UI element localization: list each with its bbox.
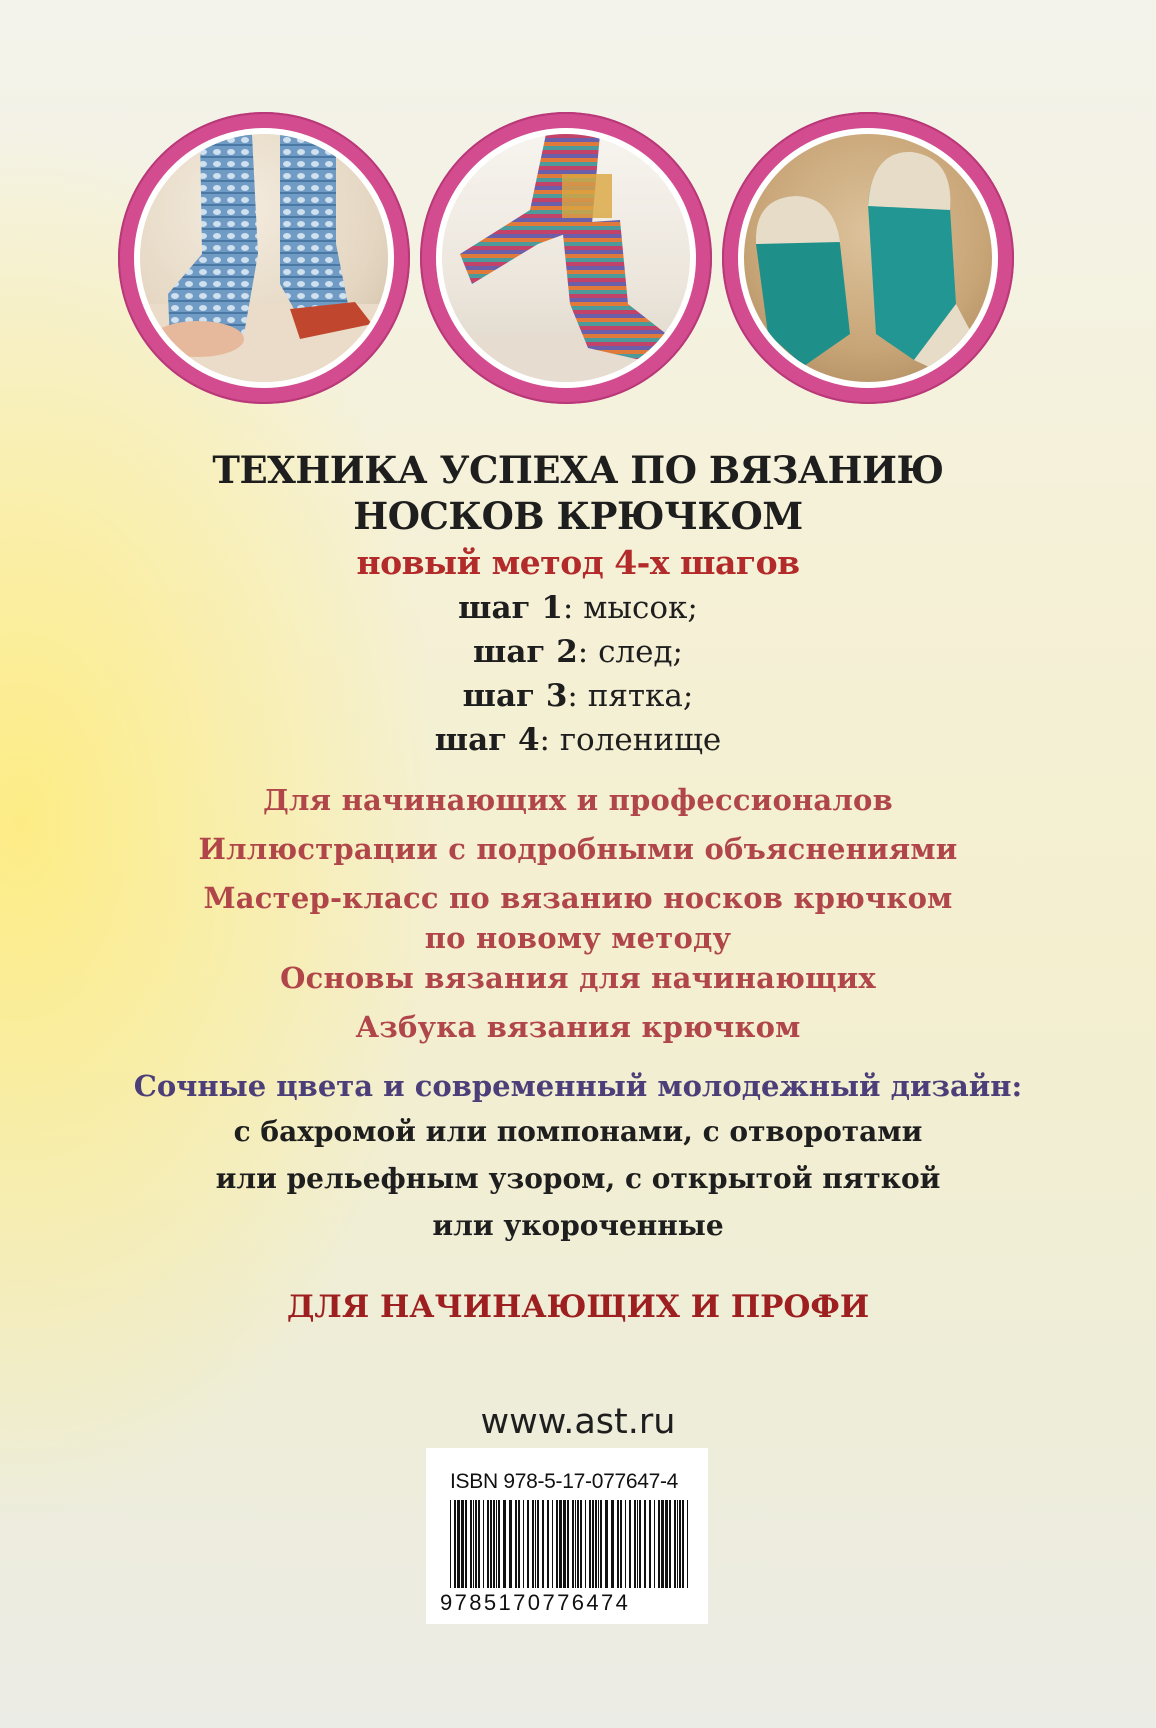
photo-striped-socks (420, 112, 712, 404)
barcode-icon (450, 1500, 690, 1588)
barcode-box (426, 1448, 708, 1624)
barcode-digits: 9785170776474 (440, 1590, 631, 1615)
isbn-text: ISBN 978-5-17-077647-4 (450, 1470, 679, 1493)
feature-2: Иллюстрации с подробными объяснениями (198, 832, 958, 866)
photo-teal-socks (722, 112, 1014, 404)
step-2-text: : след; (577, 634, 683, 670)
feature-3-line-2: по новому методу (424, 921, 732, 955)
features-list (0, 780, 1156, 1047)
photo-yoga-socks (118, 112, 410, 404)
step-3-text: : пятка; (567, 678, 694, 714)
design-line-3: или укороченные (432, 1209, 724, 1242)
tagline: ДЛЯ НАЧИНАЮЩИХ И ПРОФИ (286, 1289, 870, 1325)
step-2-label: шаг 2 (473, 634, 578, 670)
feature-4: Основы вязания для начинающих (280, 961, 876, 995)
feature-3-line-1: Мастер-класс по вязанию носков крючком (203, 881, 953, 915)
steps-list (0, 586, 1156, 762)
step-1-text: : мысок; (562, 590, 698, 626)
step-4 (0, 718, 1156, 762)
step-1 (0, 586, 1156, 630)
feature-1: Для начинающих и профессионалов (263, 783, 893, 817)
design-line-2: или рельефным узором, с открытой пяткой (215, 1162, 941, 1195)
design-line-1: с бахромой или помпонами, с отворотами (233, 1115, 923, 1148)
step-4-label: шаг 4 (434, 722, 540, 758)
design-heading: Сочные цвета и современный молодежный дизайн: (133, 1069, 1023, 1103)
yoga-sock-photo-icon (140, 134, 388, 382)
title-line-2: НОСКОВ КРЮЧКОМ (353, 494, 803, 538)
step-3 (0, 674, 1156, 718)
striped-sock-photo-icon (442, 134, 690, 382)
url-block (0, 1402, 1156, 1442)
step-1-label: шаг 1 (458, 590, 563, 626)
teal-sock-photo-icon (744, 134, 992, 382)
step-2 (0, 630, 1156, 674)
title-block (0, 447, 1156, 539)
subtitle: новый метод 4-х шагов (356, 543, 800, 582)
publisher-url[interactable]: www.ast.ru (480, 1402, 676, 1442)
step-3-label: шаг 3 (462, 678, 568, 714)
title-line-1: ТЕХНИКА УСПЕХА ПО ВЯЗАНИЮ (212, 448, 944, 492)
feature-5: Азбука вязания крючком (355, 1010, 801, 1044)
subtitle-block (0, 543, 1156, 583)
step-4-text: : голенище (539, 722, 722, 758)
tagline-block (0, 1287, 1156, 1327)
design-block (0, 1064, 1156, 1249)
